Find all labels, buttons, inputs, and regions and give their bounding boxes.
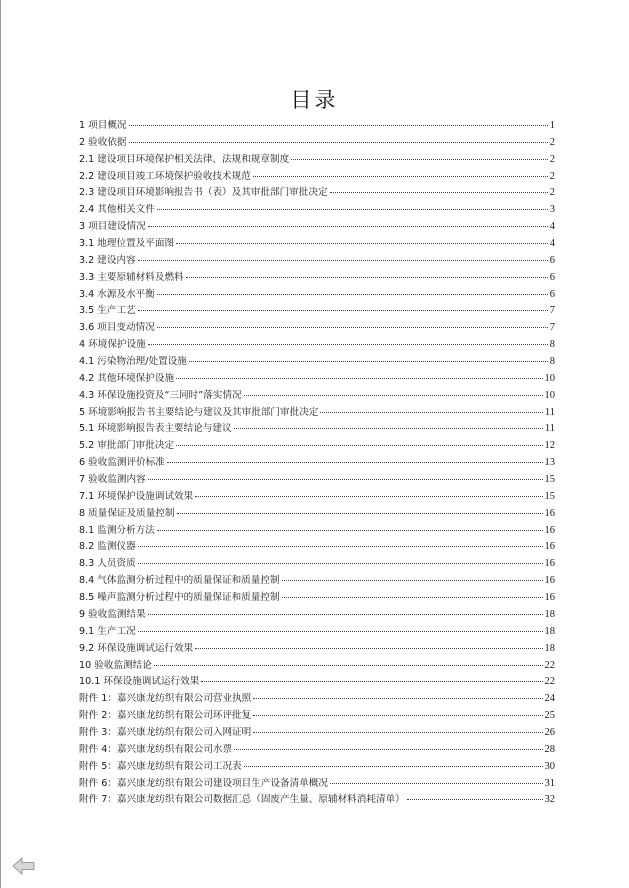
toc-entry[interactable] — [79, 658, 555, 675]
toc-entry[interactable] — [79, 236, 555, 253]
toc-entry-page-number: 3 — [549, 204, 555, 216]
toc-entry-page-number: 1 — [549, 120, 555, 131]
toc-entry[interactable] — [79, 320, 555, 337]
toc-entry-title: 8.5 噪声监测分析过程中的质量保证和质量控制 — [79, 592, 280, 604]
toc-entry-title: 8.2 监测仪器 — [79, 541, 136, 553]
toc-entry-page-number: 24 — [544, 693, 555, 705]
toc-entry[interactable] — [79, 539, 555, 556]
toc-entry-page-number: 6 — [549, 254, 555, 266]
toc-entry-title: 2.1 建设项目环境保护相关法律、法规和规章制度 — [79, 153, 290, 165]
toc-entry-page-number: 6 — [549, 288, 555, 300]
toc-entry-title: 附件 2：嘉兴康龙纺织有限公司环评批复 — [79, 710, 252, 722]
toc-dot-leader — [148, 478, 543, 480]
toc-entry[interactable] — [79, 169, 555, 186]
toc-entry[interactable] — [79, 455, 555, 472]
toc-entry-page-number: 18 — [544, 625, 555, 637]
toc-entry-page-number: 16 — [544, 558, 555, 570]
toc-entry-title: 2.3 建设项目环境影响报告书（表）及其审批部门审批决定 — [79, 187, 328, 199]
toc-dot-leader — [176, 377, 542, 379]
toc-entry-page-number: 10 — [544, 372, 555, 384]
toc-entry-title: 3.1 地理位置及平面图 — [79, 238, 175, 250]
toc-entry-page-number: 12 — [544, 440, 555, 452]
toc-entry-page-number: 31 — [544, 777, 555, 789]
toc-dot-leader — [330, 782, 543, 784]
toc-entry[interactable] — [79, 185, 555, 202]
toc-entry[interactable] — [79, 388, 555, 405]
toc-entry-title: 8.3 人员资质 — [79, 558, 136, 570]
toc-dot-leader — [138, 545, 543, 547]
toc-entry-title: 8.4 气体监测分析过程中的质量保证和质量控制 — [79, 575, 280, 587]
toc-dot-leader — [177, 512, 543, 514]
toc-dot-leader — [320, 411, 542, 413]
toc-dot-leader — [157, 208, 548, 210]
toc-entry[interactable] — [79, 405, 555, 422]
toc-entry-title: 9 验收监测结果 — [79, 608, 146, 620]
toc-dot-leader — [244, 394, 543, 396]
toc-entry-title: 5 环境影响报告书主要结论与建议及其审批部门审批决定 — [79, 406, 319, 418]
toc-entry-page-number: 11 — [544, 406, 555, 418]
toc-dot-leader — [157, 529, 543, 531]
toc-entry-title: 9.1 生产工况 — [79, 625, 136, 637]
toc-entry-page-number: 2 — [549, 187, 555, 199]
toc-entry-title: 7 验收监测内容 — [79, 474, 146, 486]
toc-entry-title: 8.1 监测分析方法 — [79, 524, 155, 536]
toc-entry-page-number: 10 — [544, 389, 555, 401]
toc-dot-leader — [157, 293, 548, 295]
toc-dot-leader — [253, 175, 548, 177]
toc-entry-page-number: 18 — [544, 608, 555, 620]
toc-entry[interactable] — [79, 472, 555, 489]
toc-entry-title: 附件 3：嘉兴康龙纺织有限公司入网证明 — [79, 726, 252, 738]
toc-dot-leader — [154, 664, 543, 666]
toc-entry-title: 3 项目建设情况 — [79, 221, 146, 233]
toc-entry[interactable] — [79, 270, 555, 287]
toc-dot-leader — [253, 714, 542, 716]
toc-entry-title: 2 验收依据 — [79, 136, 127, 148]
toc-entry-page-number: 25 — [544, 710, 555, 722]
toc-dot-leader — [195, 647, 542, 649]
toc-entry-title: 9.2 环保设施调试运行效果 — [79, 642, 194, 654]
toc-dot-leader — [407, 798, 543, 800]
toc-entry-page-number: 15 — [544, 490, 555, 502]
toc-dot-leader — [330, 191, 548, 193]
toc-dot-leader — [282, 579, 543, 581]
toc-entry-page-number: 7 — [549, 305, 555, 317]
toc-entry-title: 4.1 污染物治理/处置设施 — [79, 356, 187, 368]
toc-entry[interactable] — [79, 624, 555, 641]
toc-entry[interactable] — [79, 759, 555, 776]
toc-dot-leader — [234, 427, 543, 429]
toc-entry-title: 5.1 环境影响报告表主要结论与建议 — [79, 423, 232, 435]
toc-entry[interactable] — [79, 641, 555, 658]
toc-entry[interactable] — [79, 303, 555, 320]
toc-entry-title: 2.2 建设项目竣工环境保护验收技术规范 — [79, 170, 251, 182]
toc-entry[interactable] — [79, 202, 555, 219]
toc-entry-title: 附件 5：嘉兴康龙纺织有限公司工况表 — [79, 760, 242, 772]
toc-entry-page-number: 22 — [544, 659, 555, 671]
toc-entry-title: 10.1 环保设施调试运行效果 — [79, 676, 200, 688]
toc-entry-title: 3.3 主要原辅材料及燃料 — [79, 271, 184, 283]
toc-entry[interactable] — [79, 371, 555, 388]
toc-dot-leader — [148, 613, 543, 615]
toc-entry-page-number: 30 — [544, 760, 555, 772]
toc-entry-page-number: 18 — [544, 642, 555, 654]
toc-entry[interactable] — [79, 354, 555, 371]
toc-entry[interactable] — [79, 489, 555, 506]
toc-entry[interactable] — [79, 708, 555, 725]
toc-entry-page-number: 13 — [544, 457, 555, 469]
toc-entry-title: 4.3 环保设施投资及“三同时”落实情况 — [79, 389, 242, 401]
toc-entry-title: 6 验收监测评价标准 — [79, 457, 165, 469]
toc-entry[interactable] — [79, 607, 555, 624]
toc-entry-title: 3.6 项目变动情况 — [79, 322, 155, 334]
toc-entry[interactable] — [79, 573, 555, 590]
toc-entry[interactable] — [79, 253, 555, 270]
toc-entry-title: 1 项目概况 — [79, 120, 127, 131]
toc-entry[interactable] — [79, 674, 555, 691]
toc-entry[interactable] — [79, 135, 555, 152]
toc-dot-leader — [129, 124, 548, 126]
toc-entry-page-number: 28 — [544, 743, 555, 755]
toc-entry-title: 3.4 水源及水平衡 — [79, 288, 155, 300]
toc-entry-page-number: 32 — [544, 794, 555, 806]
toc-entry-page-number: 16 — [544, 524, 555, 536]
toc-entry-page-number: 2 — [549, 136, 555, 148]
toc-entry-page-number: 7 — [549, 322, 555, 334]
toc-entry[interactable] — [79, 152, 555, 169]
toc-entry-title: 附件 7：嘉兴康龙纺织有限公司数据汇总（固废产生量、原辅材料消耗清单） — [79, 794, 405, 806]
toc-entry[interactable] — [79, 725, 555, 742]
toc-entry-title: 3.5 生产工艺 — [79, 305, 136, 317]
toc-dot-leader — [157, 326, 548, 328]
toc-entry[interactable] — [79, 523, 555, 540]
page-title: 目录 — [290, 88, 339, 112]
toc-dot-leader — [176, 242, 548, 244]
toc-dot-leader — [234, 748, 542, 750]
toc-dot-leader — [201, 680, 542, 682]
toc-dot-leader — [138, 259, 548, 261]
toc-entry-title: 7.1 环境保护设施调试效果 — [79, 490, 194, 502]
toc-entry-page-number: 8 — [549, 356, 555, 368]
toc-entry-page-number: 22 — [544, 676, 555, 688]
toc-entry-page-number: 16 — [544, 575, 555, 587]
toc-dot-leader — [195, 495, 542, 497]
back-arrow-icon[interactable] — [11, 856, 37, 876]
toc-entry[interactable] — [79, 590, 555, 607]
toc-entry-title: 2.4 其他相关文件 — [79, 204, 155, 216]
toc-dot-leader — [129, 141, 548, 143]
toc-entry-page-number: 4 — [549, 221, 555, 233]
toc-dot-leader — [253, 697, 542, 699]
toc-entry-title: 附件 1：嘉兴康龙纺织有限公司营业执照 — [79, 693, 252, 705]
page-left-edge — [0, 0, 1, 888]
toc-entry-title: 4.2 其他环境保护设施 — [79, 372, 175, 384]
toc-entry-page-number: 2 — [549, 170, 555, 182]
toc-entry-title: 4 环境保护设施 — [79, 339, 146, 351]
toc-entry[interactable] — [79, 438, 555, 455]
toc-entry-title: 5.2 审批部门审批决定 — [79, 440, 175, 452]
toc-entry-title: 3.2 建设内容 — [79, 254, 136, 266]
table-of-contents — [79, 118, 555, 809]
toc-entry-page-number: 26 — [544, 726, 555, 738]
toc-dot-leader — [138, 630, 543, 632]
toc-dot-leader — [282, 596, 543, 598]
toc-entry[interactable] — [79, 337, 555, 354]
toc-dot-leader — [138, 562, 543, 564]
toc-dot-leader — [167, 461, 543, 463]
toc-entry[interactable] — [79, 742, 555, 759]
toc-dot-leader — [186, 276, 548, 278]
toc-entry-page-number: 4 — [549, 238, 555, 250]
toc-entry[interactable] — [79, 776, 555, 793]
toc-entry[interactable] — [79, 691, 555, 708]
toc-dot-leader — [291, 158, 548, 160]
toc-entry-title: 附件 4：嘉兴康龙纺织有限公司水票 — [79, 743, 233, 755]
toc-entry-title: 10 验收监测结论 — [79, 659, 152, 671]
toc-entry-title: 附件 6：嘉兴康龙纺织有限公司建设项目生产设备清单概况 — [79, 777, 328, 789]
toc-entry-page-number: 16 — [544, 541, 555, 553]
toc-dot-leader — [253, 731, 542, 733]
toc-entry-page-number: 16 — [544, 507, 555, 519]
toc-entry-title: 8 质量保证及质量控制 — [79, 507, 175, 519]
toc-entry-page-number: 15 — [544, 474, 555, 486]
toc-dot-leader — [176, 444, 542, 446]
toc-entry[interactable] — [79, 219, 555, 236]
toc-dot-leader — [148, 225, 548, 227]
toc-dot-leader — [148, 343, 548, 345]
toc-entry-page-number: 16 — [544, 592, 555, 604]
toc-entry[interactable] — [79, 287, 555, 304]
toc-entry-page-number: 8 — [549, 339, 555, 351]
toc-dot-leader — [189, 360, 548, 362]
toc-entry[interactable] — [79, 792, 555, 809]
toc-entry[interactable] — [79, 506, 555, 523]
toc-entry[interactable] — [79, 118, 555, 135]
toc-entry[interactable] — [79, 421, 555, 438]
toc-entry-page-number: 11 — [544, 423, 555, 435]
toc-entry-page-number: 6 — [549, 271, 555, 283]
toc-dot-leader — [244, 765, 543, 767]
toc-entry[interactable] — [79, 556, 555, 573]
toc-dot-leader — [138, 309, 548, 311]
toc-entry-page-number: 2 — [549, 153, 555, 165]
